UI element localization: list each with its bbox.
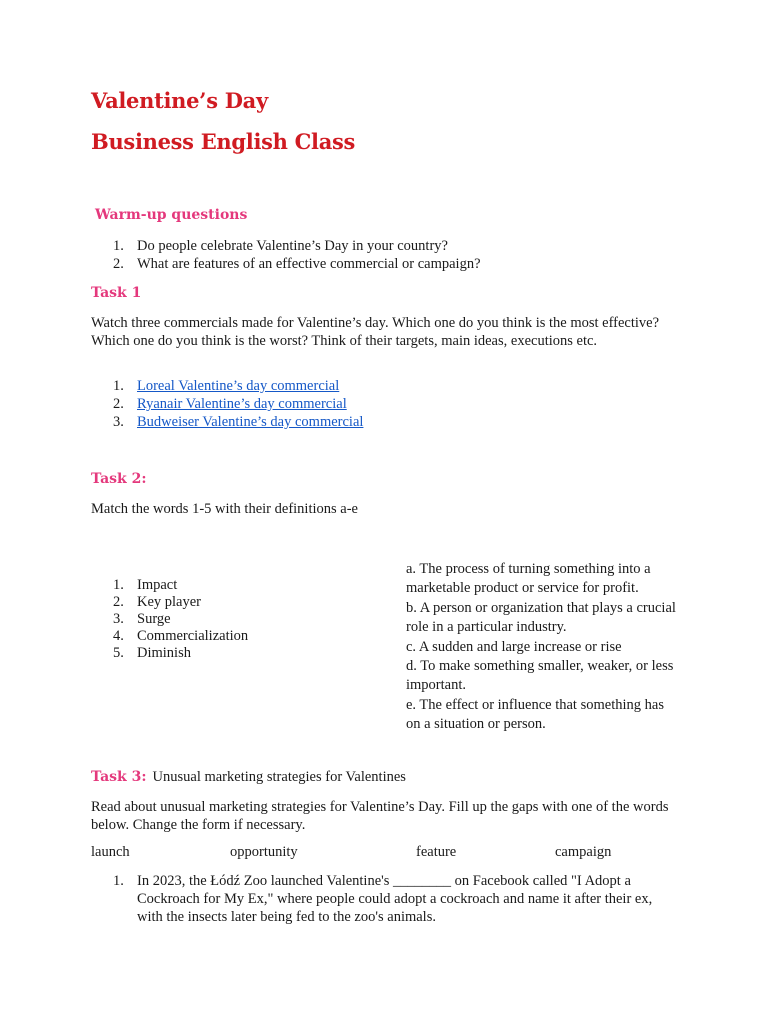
list-text: Surge (137, 611, 171, 627)
word-bank-item: launch (91, 844, 130, 860)
list-text: What are features of an effective commercial or campaign? (137, 256, 481, 272)
list-text: Key player (137, 594, 202, 610)
list-item (91, 645, 371, 662)
list-text: Impact (137, 577, 178, 593)
list-number: 4. (113, 628, 124, 644)
warmup-list (91, 237, 711, 273)
gap-sentence: In 2023, the Łódź Zoo launched Valentine's ________ on Facebook called "I Adopt a Cockroach for My Ex," where people could adopt a cockroach and name it after their ex, with the insects later being fed to the zoo's animals. (137, 873, 653, 925)
page-subtitle: Business English Class (91, 129, 356, 154)
word-bank (91, 844, 691, 864)
definition-b: b. A person or organization that plays a crucial role in a particular industry. (406, 599, 676, 636)
list-item (91, 413, 711, 431)
list-number: 2. (113, 396, 124, 412)
list-item (91, 611, 371, 628)
word-bank-item: feature (416, 844, 457, 860)
list-number: 3. (113, 611, 124, 627)
task3-instructions: Read about unusual marketing strategies for Valentine’s Day. Fill up the gaps with one of the words below. Change the form if necessary. (91, 799, 669, 833)
task2-instructions: Match the words 1-5 with their definitions a-e (91, 501, 358, 517)
list-text: Do people celebrate Valentine’s Day in your country? (137, 238, 448, 254)
definition-d: d. To make something smaller, weaker, or less important. (406, 658, 674, 694)
list-number: 2. (113, 256, 124, 272)
task3-gap-list (91, 872, 681, 926)
word-bank-item: opportunity (230, 844, 298, 860)
task2-definitions (406, 560, 678, 735)
list-number: 1. (113, 873, 124, 889)
list-number: 1. (113, 577, 124, 593)
list-item (91, 237, 711, 255)
list-text: Diminish (137, 645, 191, 661)
task3-header (91, 769, 406, 786)
loreal-commercial-link[interactable]: Loreal Valentine’s day commercial (137, 378, 340, 394)
list-item (91, 594, 371, 611)
task1-instructions: Watch three commercials made for Valentine’s day. Which one do you think is the most effective? Which one do you think is the worst? Think of their targets, main ideas, executions etc. (91, 315, 660, 349)
list-number: 3. (113, 414, 124, 430)
budweiser-commercial-link[interactable]: Budweiser Valentine’s day commercial (137, 414, 364, 430)
ryanair-commercial-link[interactable]: Ryanair Valentine’s day commercial (137, 396, 347, 412)
list-item (91, 377, 711, 395)
definition-a: a. The process of turning something into a marketable product or service for profit. (406, 561, 651, 597)
list-item (91, 872, 681, 926)
list-item (91, 577, 371, 594)
word-bank-item: campaign (555, 844, 612, 860)
list-number: 2. (113, 594, 124, 610)
warmup-heading: Warm-up questions (95, 207, 248, 223)
list-item (91, 628, 371, 645)
list-text: Commercialization (137, 628, 249, 644)
task3-subtitle: Unusual marketing strategies for Valentines (152, 769, 406, 785)
definition-c: c. A sudden and large increase or rise (406, 638, 622, 655)
task2-heading: Task 2: (91, 471, 147, 487)
list-number: 1. (113, 238, 124, 254)
list-number: 5. (113, 645, 124, 661)
list-number: 1. (113, 378, 124, 394)
task2-word-list (91, 577, 371, 662)
task1-link-list (91, 377, 711, 431)
list-item (91, 255, 711, 273)
list-item (91, 395, 711, 413)
page-title: Valentine’s Day (91, 88, 268, 113)
task3-heading: Task 3: (91, 769, 147, 785)
task1-heading: Task 1 (91, 285, 142, 301)
definition-e: e. The effect or influence that something has on a situation or person. (406, 696, 664, 733)
